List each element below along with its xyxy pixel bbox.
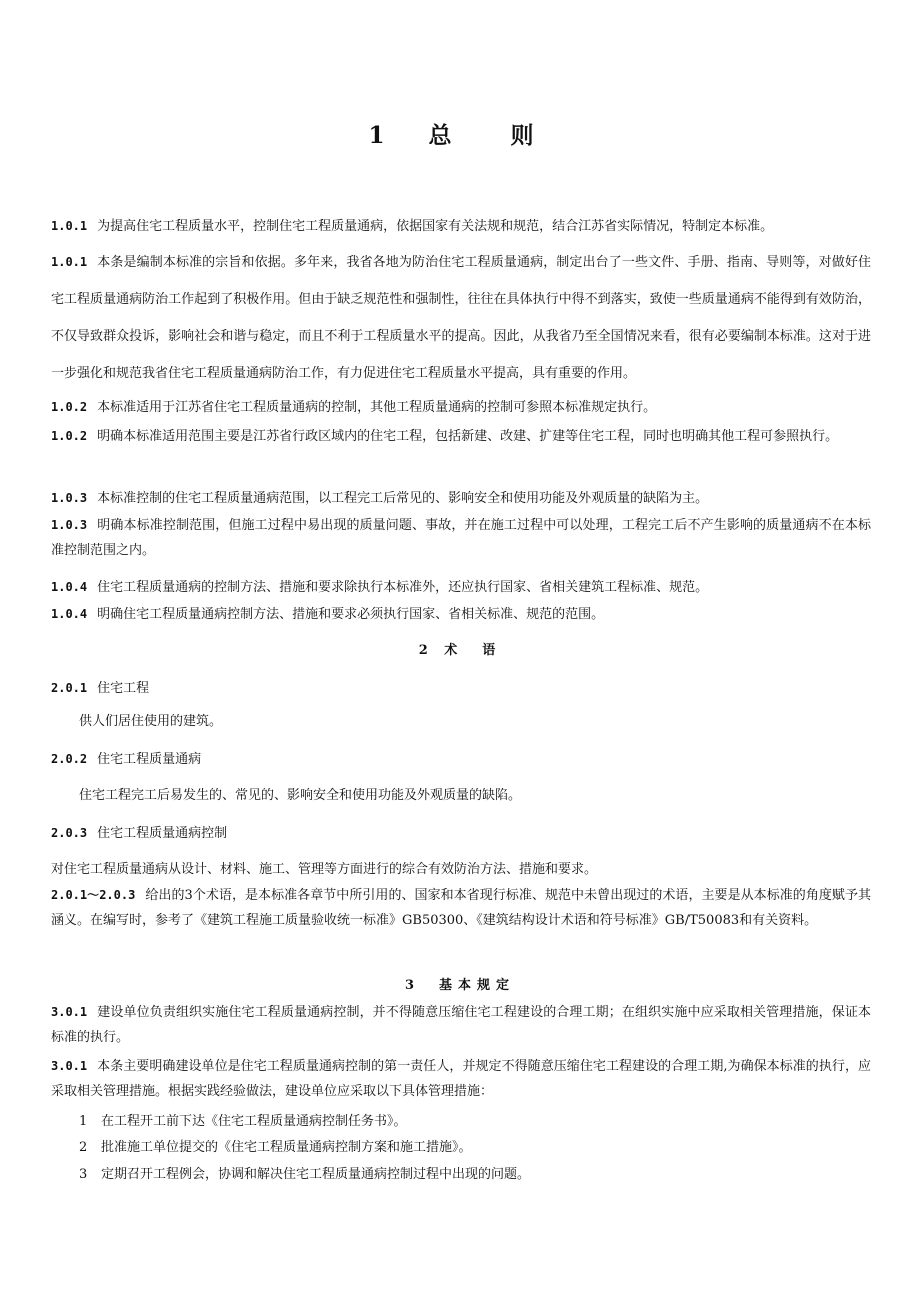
list-item-text: 定期召开工程例会，协调和解决住宅工程质量通病控制过程中出现的问题。	[101, 1167, 531, 1182]
clause-text: 给出的3个术语，是本标准各章节中所引用的、国家和本省现行标准、规范中未曾出现过的术语，主要是从本标准的角度赋予其涵义。在编写时，参考了《建筑工程施工质量验收统一标准》GB50300、《建筑结构设计术语和符号标准》GB/T50083和有关资料。	[51, 888, 871, 928]
clause-number: 1.0.2	[51, 400, 88, 414]
term-number: 2.0.2	[51, 752, 88, 766]
term-2-0-2	[51, 747, 871, 772]
clause-1-0-3	[51, 486, 871, 511]
clause-3-0-1-explanation	[51, 1054, 871, 1104]
term-2-0-3-definition: 对住宅工程质量通病从设计、材料、施工、管理等方面进行的综合有效防治方法、措施和要求。	[51, 862, 598, 877]
term-name: 住宅工程	[97, 681, 150, 696]
list-item-text: 在工程开工前下达《住宅工程质量通病控制任务书》。	[101, 1114, 407, 1129]
term-2-0-3	[51, 821, 871, 846]
list-item-number: 1	[79, 1114, 88, 1129]
term-2-0-2-definition: 住宅工程完工后易发生的、常见的、影响安全和使用功能及外观质量的缺陷。	[79, 788, 522, 803]
clause-number: 1.0.1	[51, 219, 88, 233]
clause-text: 为提高住宅工程质量水平，控制住宅工程质量通病，依据国家有关法规和规范，结合江苏省实际情况，特制定本标准。	[97, 219, 774, 234]
clause-1-0-1-explanation	[51, 244, 871, 392]
clause-1-0-2-explanation	[51, 424, 871, 449]
term-name: 住宅工程质量通病	[97, 752, 202, 767]
clause-text: 本标准适用于江苏省住宅工程质量通病的控制，其他工程质量通病的控制可参照本标准规定执行。	[97, 400, 657, 415]
clause-text: 本条是编制本标准的宗旨和依据。多年来，我省各地为防治住宅工程质量通病，制定出台了一些文件、手册、指南、导则等，对做好住宅工程质量通病防治工作起到了积极作用。但由于缺乏规范性和强制性，往往在具体执行中得不到落实，致使一些质量通病不能得到有效防治，不仅导致群众投诉，影响社会和谐与稳定，而且不利于工程质量水平的提高。因此，从我省乃至全国情况来看，很有必要编制本标准。这对于进一步强化和规范我省住宅工程质量通病防治工作，有力促进住宅工程质量水平提高，具有重要的作用。	[51, 255, 871, 381]
chapter-3-title: 3 基本规定	[404, 978, 516, 993]
clause-1-0-3-explanation	[51, 513, 871, 563]
clause-text: 本条主要明确建设单位是住宅工程质量通病控制的第一责任人，并规定不得随意压缩住宅工程建设的合理工期,为确保本标准的执行，应采取相关管理措施。根据实践经验做法，建设单位应采取以下具体管理措施：	[51, 1059, 871, 1099]
term-2-0-1-definition: 供人们居住使用的建筑。	[79, 714, 223, 729]
clause-number: 1.0.4	[51, 607, 88, 621]
clause-number: 3.0.1	[51, 1005, 88, 1019]
clause-1-0-4-explanation	[51, 602, 871, 627]
clause-number: 1.0.1	[51, 255, 88, 269]
chapter-1-title: 1 总 则	[368, 122, 552, 149]
clause-number: 1.0.3	[51, 518, 88, 532]
term-2-0-1	[51, 676, 871, 701]
clause-number: 1.0.3	[51, 491, 88, 505]
clause-1-0-4	[51, 575, 871, 600]
terms-explanation	[51, 883, 871, 933]
list-item-text: 批准施工单位提交的《住宅工程质量通病控制方案和施工措施》。	[101, 1140, 472, 1155]
clause-number: 2.0.1～2.0.3	[51, 888, 136, 902]
clause-number: 3.0.1	[51, 1059, 88, 1073]
clause-text: 明确本标准适用范围主要是江苏省行政区域内的住宅工程，包括新建、改建、扩建等住宅工程，同时也明确其他工程可参照执行。	[97, 429, 839, 444]
clause-1-0-1	[51, 214, 871, 239]
term-name: 住宅工程质量通病控制	[97, 826, 228, 841]
chapter-2-title: 2 术 语	[418, 643, 502, 658]
list-item	[79, 1164, 869, 1186]
list-item	[79, 1111, 869, 1133]
list-item-number: 3	[79, 1167, 88, 1182]
clause-text: 明确住宅工程质量通病控制方法、措施和要求必须执行国家、省相关标准、规范的范围。	[97, 607, 605, 622]
list-item	[79, 1137, 869, 1159]
clause-text: 本标准控制的住宅工程质量通病范围，以工程完工后常见的、影响安全和使用功能及外观质量的缺陷为主。	[97, 491, 709, 506]
clause-number: 1.0.2	[51, 429, 88, 443]
clause-text: 建设单位负责组织实施住宅工程质量通病控制，并不得随意压缩住宅工程建设的合理工期；在组织实施中应采取相关管理措施，保证本标准的执行。	[51, 1005, 871, 1045]
term-number: 2.0.1	[51, 681, 88, 695]
clause-text: 明确本标准控制范围，但施工过程中易出现的质量问题、事故，并在施工过程中可以处理，工程完工后不产生影响的质量通病不在本标准控制范围之内。	[51, 518, 871, 558]
clause-3-0-1	[51, 1000, 871, 1050]
list-item-number: 2	[79, 1140, 88, 1155]
clause-1-0-2	[51, 395, 871, 420]
term-number: 2.0.3	[51, 826, 88, 840]
clause-text: 住宅工程质量通病的控制方法、措施和要求除执行本标准外，还应执行国家、省相关建筑工程标准、规范。	[97, 580, 709, 595]
clause-number: 1.0.4	[51, 580, 88, 594]
